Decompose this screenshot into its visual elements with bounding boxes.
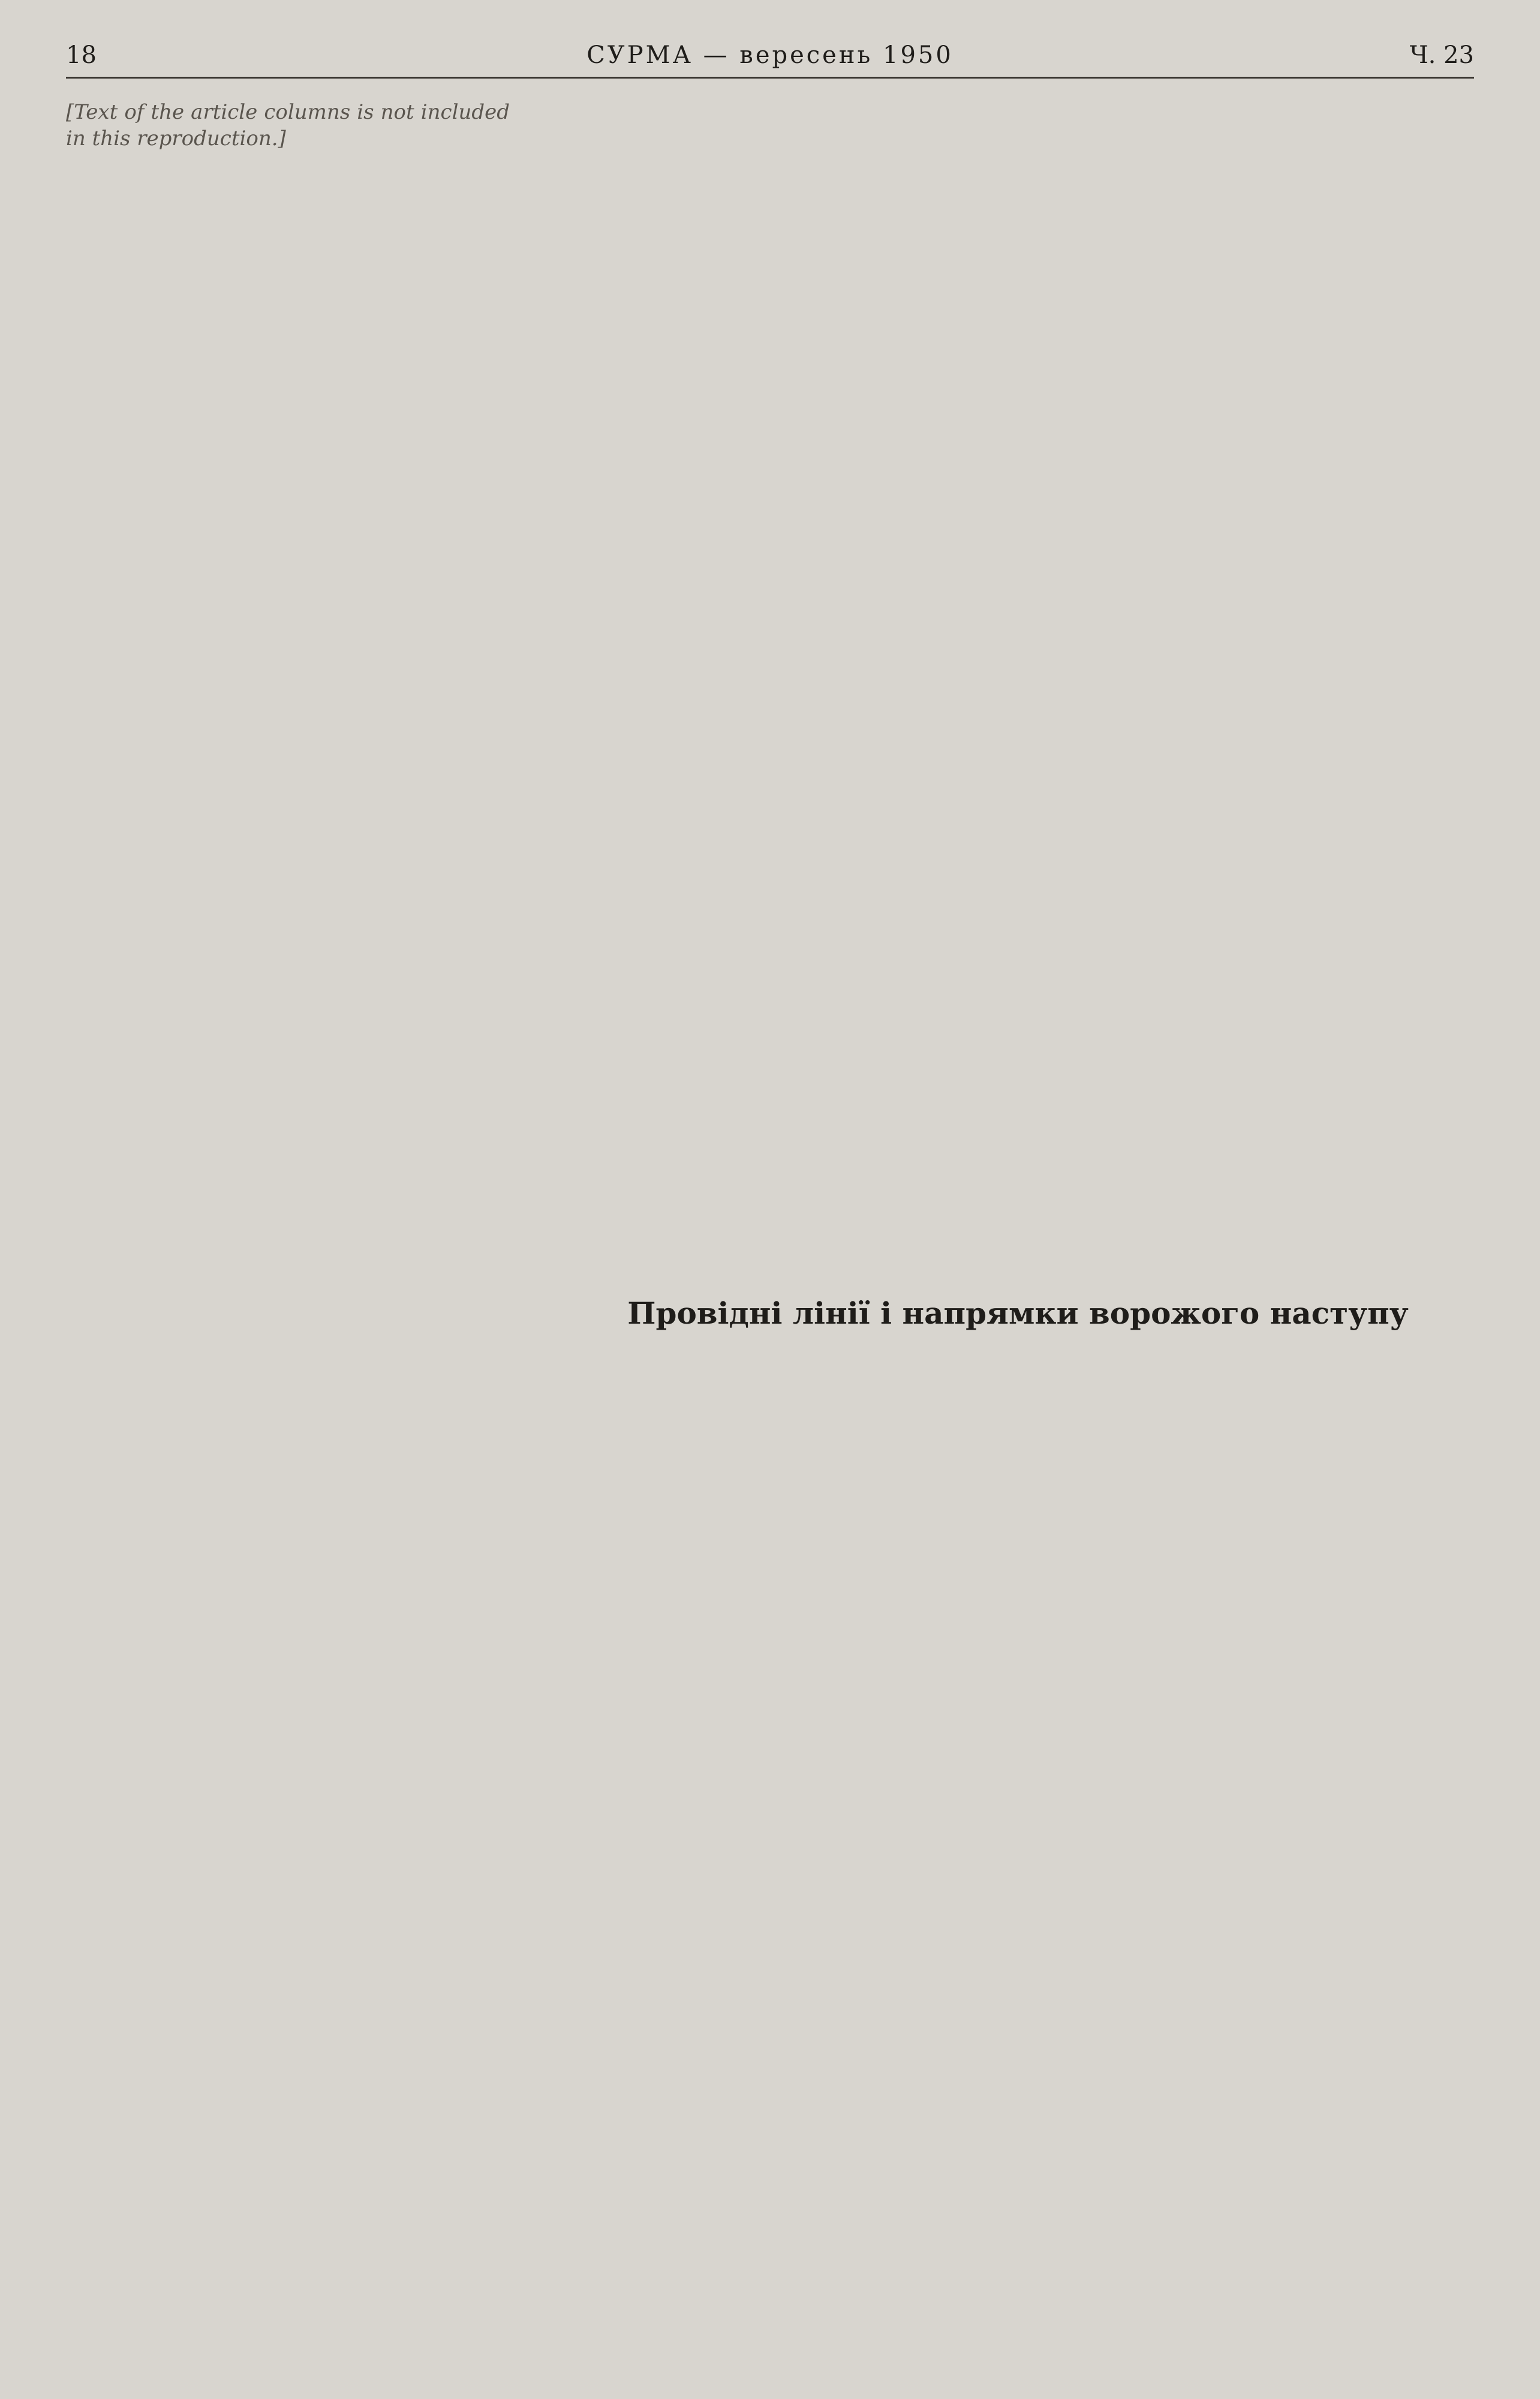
paragraph: [Text of the article columns is not included in this reproduction.] bbox=[66, 100, 510, 151]
column-4 bbox=[552, 1355, 995, 2336]
column-5 bbox=[1040, 1355, 1484, 2336]
header-divider bbox=[66, 77, 1474, 79]
column-1 bbox=[66, 99, 510, 2336]
publication-title: СУРМА — вересень 1950 bbox=[586, 41, 954, 69]
column-2 bbox=[552, 99, 995, 1238]
issue-number: Ч. 23 bbox=[1409, 41, 1474, 69]
section-heading: Провідні лінії і напрямки ворожого наступу bbox=[627, 1295, 1409, 1331]
page-number: 18 bbox=[66, 41, 97, 69]
running-header bbox=[66, 37, 1474, 73]
column-3 bbox=[1040, 99, 1484, 1238]
